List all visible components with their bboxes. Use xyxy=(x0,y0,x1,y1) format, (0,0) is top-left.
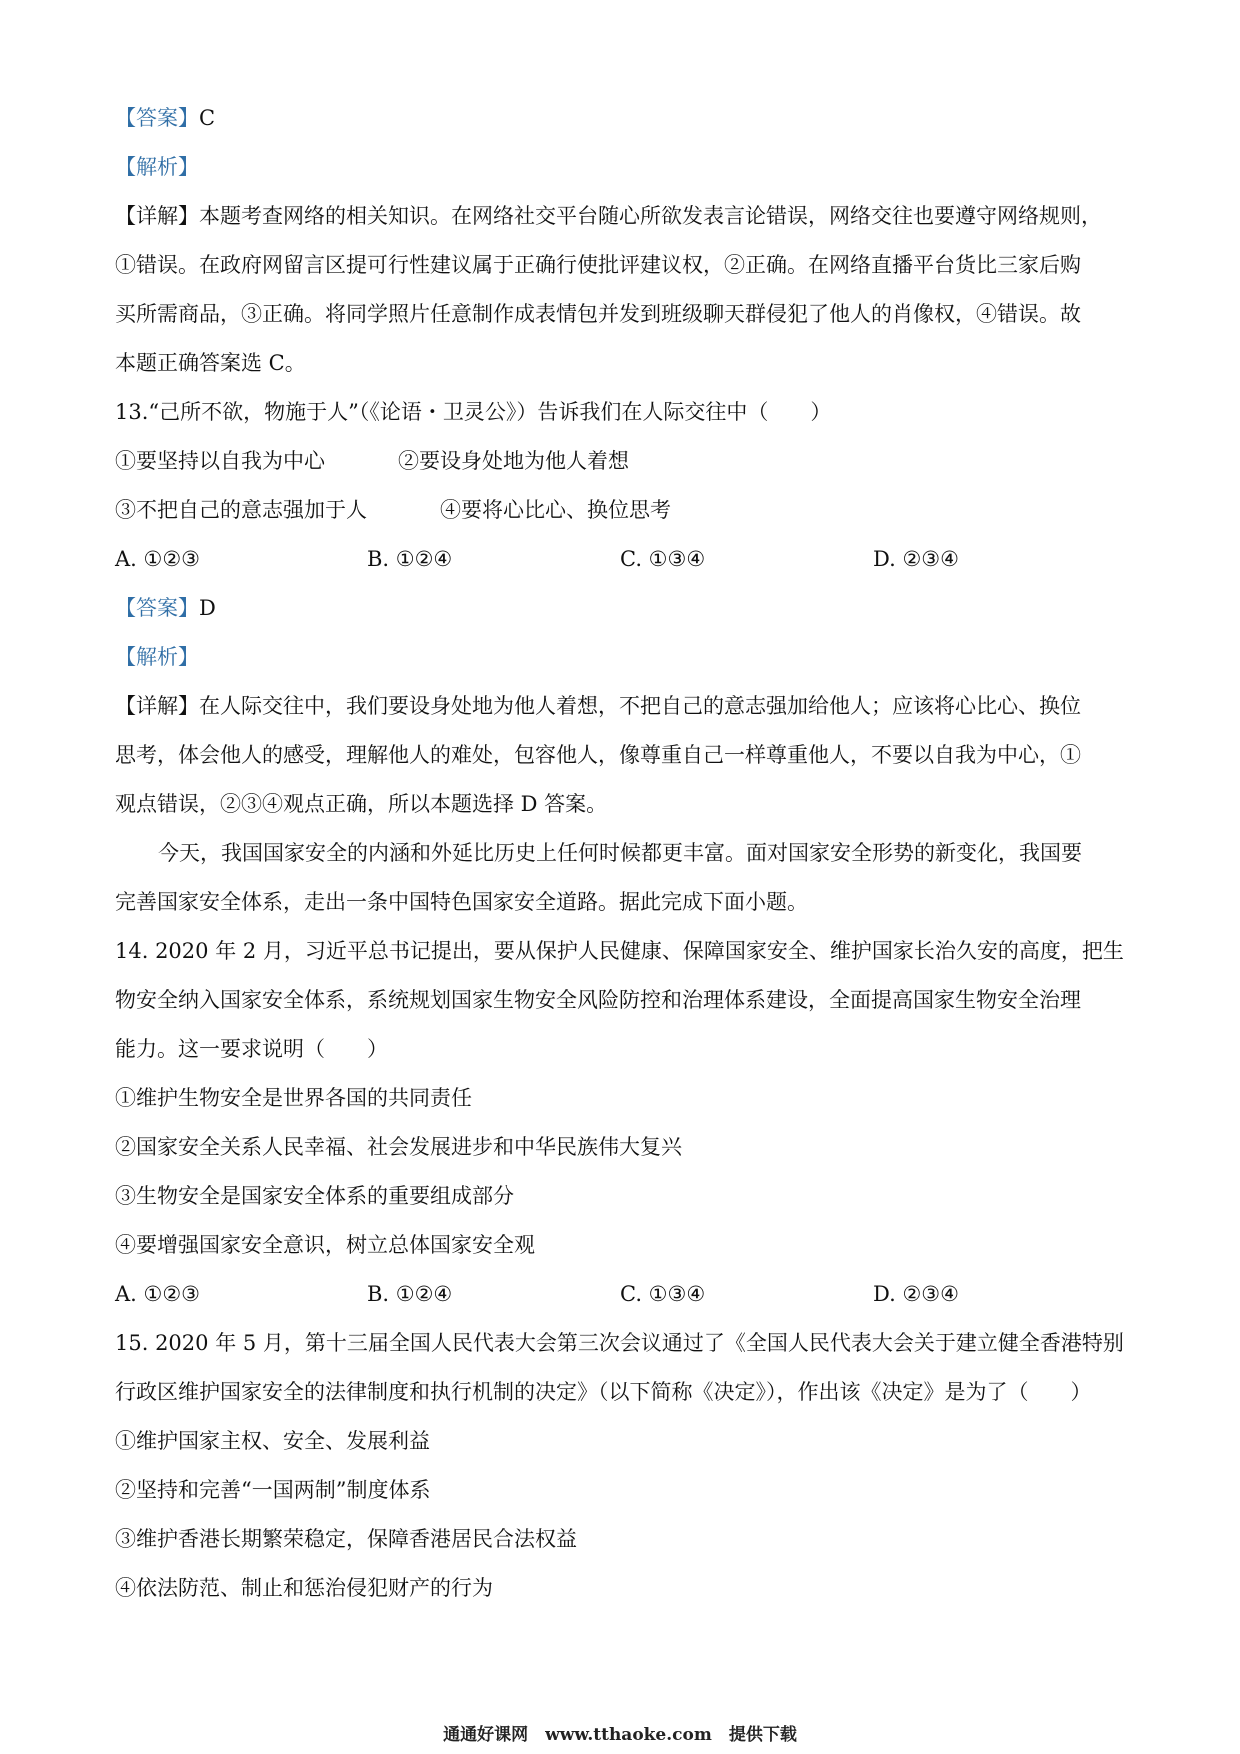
option-b: B. ①②④ xyxy=(367,1282,453,1306)
q13-item: ③不把自己的意志强加于人 xyxy=(115,498,367,522)
q15-stem-line: 行政区维护国家安全的法律制度和执行机制的决定》（以下简称《决定》），作出该《决定》是为了（ ） xyxy=(115,1380,1092,1404)
q12-answer xyxy=(115,104,1135,132)
q15-item: ④依法防范、制止和惩治侵犯财产的行为 xyxy=(115,1576,493,1600)
intro-line: 今天，我国国家安全的内涵和外延比历史上任何时候都更丰富。面对国家安全形势的新变化，我国要 xyxy=(158,841,1082,865)
q14-item: ②国家安全关系人民幸福、社会发展进步和中华民族伟大复兴 xyxy=(115,1135,682,1159)
q14-stem-line: 14. 2020 年 2 月，习近平总书记提出，要从保护人民健康、保障国家安全、维护国家长治久安的高度，把生 xyxy=(115,939,1124,963)
q13-items-row xyxy=(115,447,1135,475)
q12-detail-line: ①错误。在政府网留言区提可行性建议属于正确行使批评建议权，②正确。在网络直播平台货比三家后购 xyxy=(115,253,1081,277)
intro-line: 完善国家安全体系，走出一条中国特色国家安全道路。据此完成下面小题。 xyxy=(115,890,808,914)
q13-item: ①要坚持以自我为中心 xyxy=(115,449,325,473)
q13-detail-line: 观点错误，②③④观点正确，所以本题选择 D 答案。 xyxy=(115,792,608,816)
option-a: A. ①②③ xyxy=(115,547,200,571)
q15-stem-line: 15. 2020 年 5 月，第十三届全国人民代表大会第三次会议通过了《全国人民代表大会关于建立健全香港特别 xyxy=(115,1331,1124,1355)
answer-value: C xyxy=(199,106,216,130)
q13-analysis-label: 【解析】 xyxy=(115,645,199,669)
q14-item: ④要增强国家安全意识，树立总体国家安全观 xyxy=(115,1233,535,1257)
q14-options xyxy=(115,1280,1135,1308)
q15-item: ②坚持和完善“一国两制”制度体系 xyxy=(115,1478,431,1502)
q14-item: ③生物安全是国家安全体系的重要组成部分 xyxy=(115,1184,514,1208)
page-footer: 通通好课网 www.tthaoke.com 提供下载 xyxy=(443,1725,797,1745)
q14-stem-line: 物安全纳入国家安全体系，系统规划国家生物安全风险防控和治理体系建设，全面提高国家生物安全治理 xyxy=(115,988,1081,1012)
q15-item: ①维护国家主权、安全、发展利益 xyxy=(115,1429,430,1453)
option-d: D. ②③④ xyxy=(873,1282,959,1306)
q13-items-row xyxy=(115,496,1135,524)
option-d: D. ②③④ xyxy=(873,547,959,571)
q13-detail-line: 思考，体会他人的感受，理解他人的难处，包容他人，像尊重自己一样尊重他人，不要以自我为中心，① xyxy=(115,743,1081,767)
option-c: C. ①③④ xyxy=(620,1282,706,1306)
q14-item: ①维护生物安全是世界各国的共同责任 xyxy=(115,1086,472,1110)
q12-detail-line: 【详解】本题考查网络的相关知识。在网络社交平台随心所欲发表言论错误，网络交往也要遵守网络规则， xyxy=(115,204,1102,228)
q13-options xyxy=(115,545,1135,573)
q13-item: ②要设身处地为他人着想 xyxy=(398,449,629,473)
q13-answer xyxy=(115,594,1135,622)
answer-label: 【答案】 xyxy=(115,106,199,130)
answer-label: 【答案】 xyxy=(115,596,199,620)
option-b: B. ①②④ xyxy=(367,547,453,571)
q13-detail-line: 【详解】在人际交往中，我们要设身处地为他人着想，不把自己的意志强加给他人；应该将心比心、换位 xyxy=(115,694,1081,718)
option-c: C. ①③④ xyxy=(620,547,706,571)
answer-value: D xyxy=(199,596,216,620)
q14-stem-line: 能力。这一要求说明（ ） xyxy=(115,1037,388,1061)
q12-detail-line: 买所需商品，③正确。将同学照片任意制作成表情包并发到班级聊天群侵犯了他人的肖像权，④错误。故 xyxy=(115,302,1081,326)
q13-stem: 13.“己所不欲，物施于人”（《论语・卫灵公》）告诉我们在人际交往中（ ） xyxy=(115,400,832,424)
q12-analysis-label: 【解析】 xyxy=(115,155,199,179)
option-a: A. ①②③ xyxy=(115,1282,200,1306)
q15-item: ③维护香港长期繁荣稳定，保障香港居民合法权益 xyxy=(115,1527,577,1551)
q12-detail-line: 本题正确答案选 C。 xyxy=(115,351,306,375)
q13-item: ④要将心比心、换位思考 xyxy=(440,498,671,522)
